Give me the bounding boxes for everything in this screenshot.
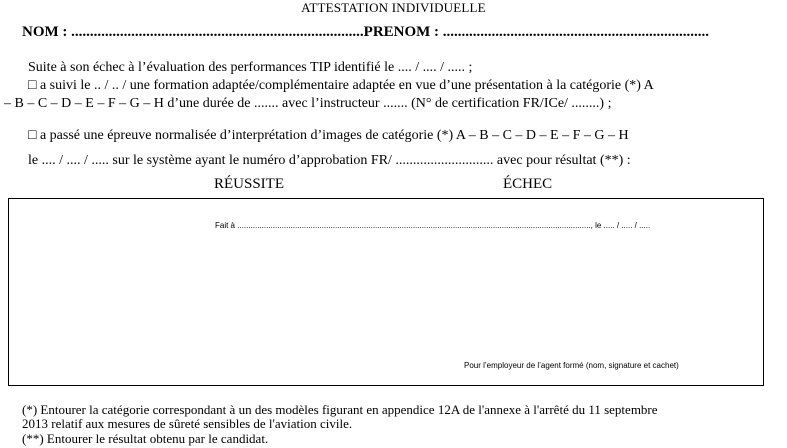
option-epreuve-line-1: □ a passé une épreuve normalisée d’interprétation d’images de catégorie (*) A – B – C – D – E – F – G – H [28,128,629,143]
intro-text: Suite à son échec à l’évaluation des performances TIP identifié le .... / .... / ..... ; [28,60,473,75]
result-success-label: RÉUSSITE [214,176,285,192]
fait-a-line: Fait à ..............................................................................................................................................................., le ..... / ..... / ..... [215,221,651,230]
signature-box [8,198,764,386]
name-prenom-line: NOM : ..............................................................................PRENOM : ....................................................................... [22,24,710,40]
result-failure-label: ÉCHEC [503,176,553,192]
document-title: ATTESTATION INDIVIDUELLE [301,0,486,15]
footnote-resultat: (**) Entourer le résultat obtenu par le candidat. [22,431,269,446]
option-formation-line-1: □ a suivi le .. / .. / une formation adaptée/complémentaire adaptée en vue d’une présentation à la catégorie (*) A [28,78,654,93]
option-epreuve-line-2: le .... / .... / ..... sur le système ayant le numéro d’approbation FR/ ............................ avec pour résultat (**) : [28,153,631,168]
footnote-categorie-line-2: 2013 relatif aux mesures de sûreté sensibles de l'aviation civile. [22,416,353,431]
footnote-categorie-line-1: (*) Entourer la catégorie correspondant à un des modèles figurant en appendice 12A de l'annexe à l'arrêté du 11 septembre [22,402,658,417]
employer-signature-label: Pour l’employeur de l’agent formé (nom, signature et cachet) [464,361,679,370]
option-formation-line-2: – B – C – D – E – F – G – H d’une durée de ....... avec l’instructeur ....... (N° de certification FR/ICe/ ........) ; [4,96,612,111]
